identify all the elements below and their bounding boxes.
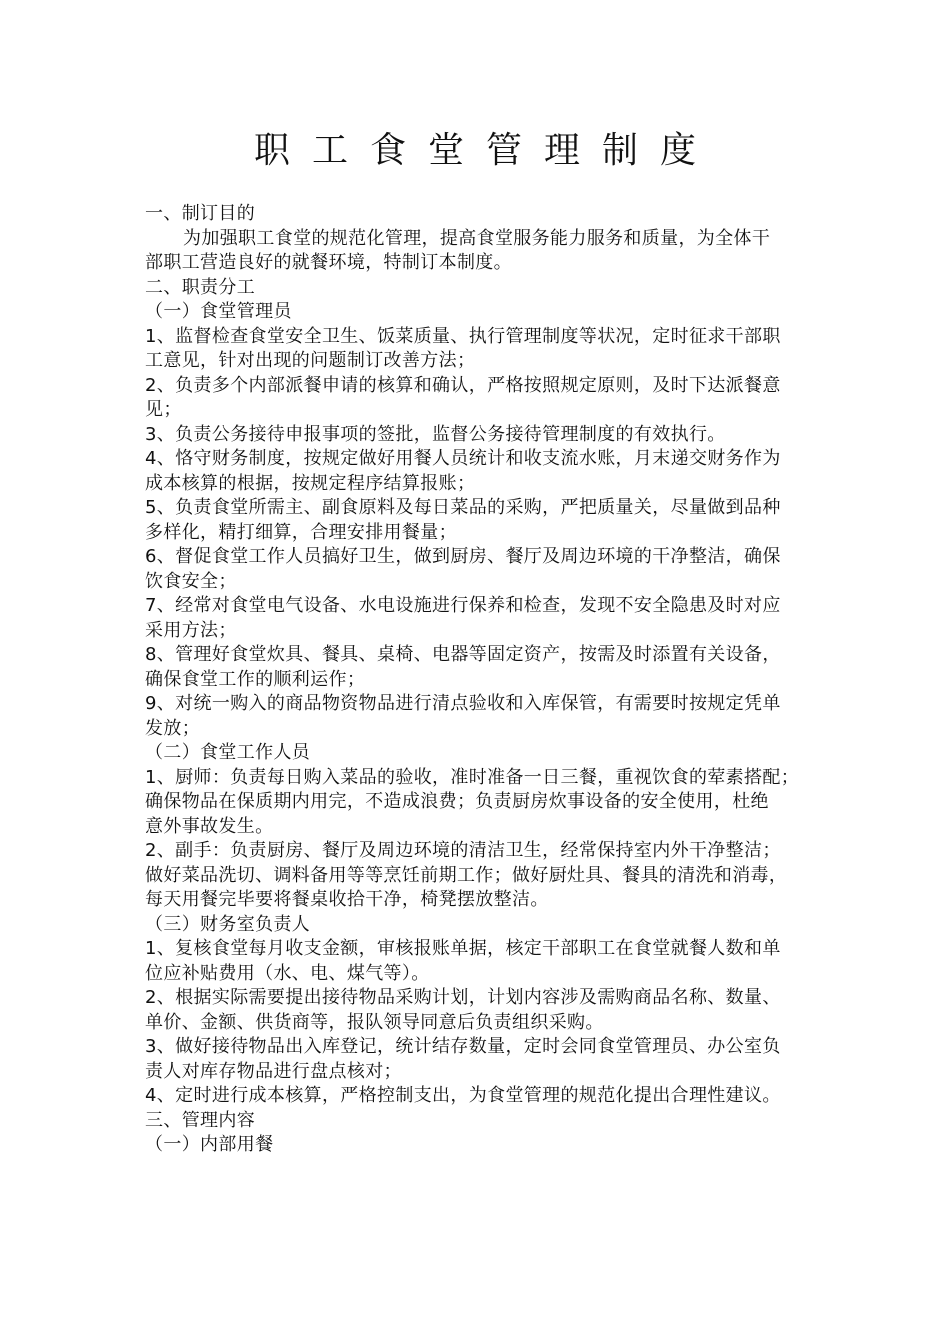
document-body	[145, 202, 817, 1158]
paragraph-line: 部职工营造良好的就餐环境，特制订本制度。	[145, 252, 512, 273]
paragraph-line: 9、对统一购入的商品物资物品进行清点验收和入库保管，有需要时按规定凭单	[145, 693, 781, 714]
paragraph-line: 位应补贴费用（水、电、煤气等）。	[145, 962, 430, 984]
paragraph-line: 每天用餐完毕要将餐桌收拾干净，椅凳摆放整洁。	[145, 889, 549, 910]
paragraph-line: 1、监督检查食堂安全卫生、饭菜质量、执行管理制度等状况，定时征求干部职	[145, 325, 781, 347]
paragraph-line: 5、负责食堂所需主、副食原料及每日菜品的采购，严把质量关，尽量做到品种	[145, 497, 781, 518]
paragraph-line: 4、定时进行成本核算，严格控制支出，为食堂管理的规范化提出合理性建议。	[145, 1085, 781, 1106]
paragraph-line: 2、根据实际需要提出接待物品采购计划，计划内容涉及需购商品名称、数量、	[145, 987, 781, 1008]
paragraph-line: 2、副手：负责厨房、餐厅及周边环境的清洁卫生，经常保持室内外干净整洁；	[145, 840, 781, 861]
paragraph-line: 1、复核食堂每月收支金额，审核报账单据，核定干部职工在食堂就餐人数和单	[145, 938, 781, 959]
document-title: 职工食堂管理制度	[253, 130, 718, 171]
paragraph-line: 采用方法；	[145, 619, 237, 641]
paragraph-line: 见；	[145, 399, 182, 420]
paragraph-line: 饮食安全；	[145, 570, 237, 592]
paragraph-line: 责人对库存物品进行盘点核对；	[145, 1060, 402, 1082]
subsection-heading: （一）食堂管理员	[145, 301, 292, 322]
paragraph-line: 8、管理好食堂炊具、餐具、桌椅、电器等固定资产，按需及时添置有关设备，	[145, 644, 781, 665]
paragraph-line: 3、负责公务接待申报事项的签批，监督公务接待管理制度的有效执行。	[145, 423, 726, 445]
paragraph-line: 成本核算的根据，按规定程序结算报账；	[145, 472, 476, 494]
paragraph-line: 意外事故发生。	[145, 815, 274, 837]
paragraph-line: 工意见，针对出现的问题制订改善方法；	[145, 350, 476, 371]
paragraph-line: 7、经常对食堂电气设备、水电设施进行保养和检查，发现不安全隐患及时对应	[145, 595, 781, 616]
paragraph-line: 2、负责多个内部派餐申请的核算和确认，严格按照规定原则，及时下达派餐意	[145, 374, 781, 396]
paragraph-line: 1、厨师：负责每日购入菜品的验收，准时准备一日三餐，重视饮食的荤素搭配；	[145, 766, 800, 788]
subsection-heading: （二）食堂工作人员	[145, 742, 311, 763]
paragraph-line: 确保食堂工作的顺利运作；	[145, 668, 366, 690]
section-heading: 二、职责分工	[145, 276, 256, 298]
paragraph-line: 单价、金额、供货商等，报队领导同意后负责组织采购。	[145, 1011, 604, 1033]
paragraph-line: 确保物品在保质期内用完，不造成浪费；负责厨房炊事设备的安全使用，杜绝	[145, 791, 769, 812]
paragraph-line: 4、恪守财务制度，按规定做好用餐人员统计和收支流水账，月末递交财务作为	[145, 448, 781, 469]
subsection-heading: （一）内部用餐	[145, 1134, 274, 1155]
section-heading: 一、制订目的	[145, 203, 256, 224]
paragraph-line: 发放；	[145, 717, 201, 739]
paragraph-line: 做好菜品洗切、调料备用等等烹饪前期工作；做好厨灶具、餐具的清洗和消毒，	[145, 864, 788, 886]
subsection-heading: （三）财务室负责人	[145, 913, 311, 935]
section-heading: 三、管理内容	[145, 1109, 256, 1131]
paragraph-line: 6、督促食堂工作人员搞好卫生，做到厨房、餐厅及周边环境的干净整洁，确保	[145, 546, 781, 567]
paragraph-line: 3、做好接待物品出入库登记，统计结存数量，定时会同食堂管理员、办公室负	[145, 1036, 781, 1057]
paragraph-line: 多样化，精打细算，合理安排用餐量；	[145, 521, 457, 543]
paragraph-line: 为加强职工食堂的规范化管理，提高食堂服务能力服务和质量，为全体干	[183, 227, 771, 249]
